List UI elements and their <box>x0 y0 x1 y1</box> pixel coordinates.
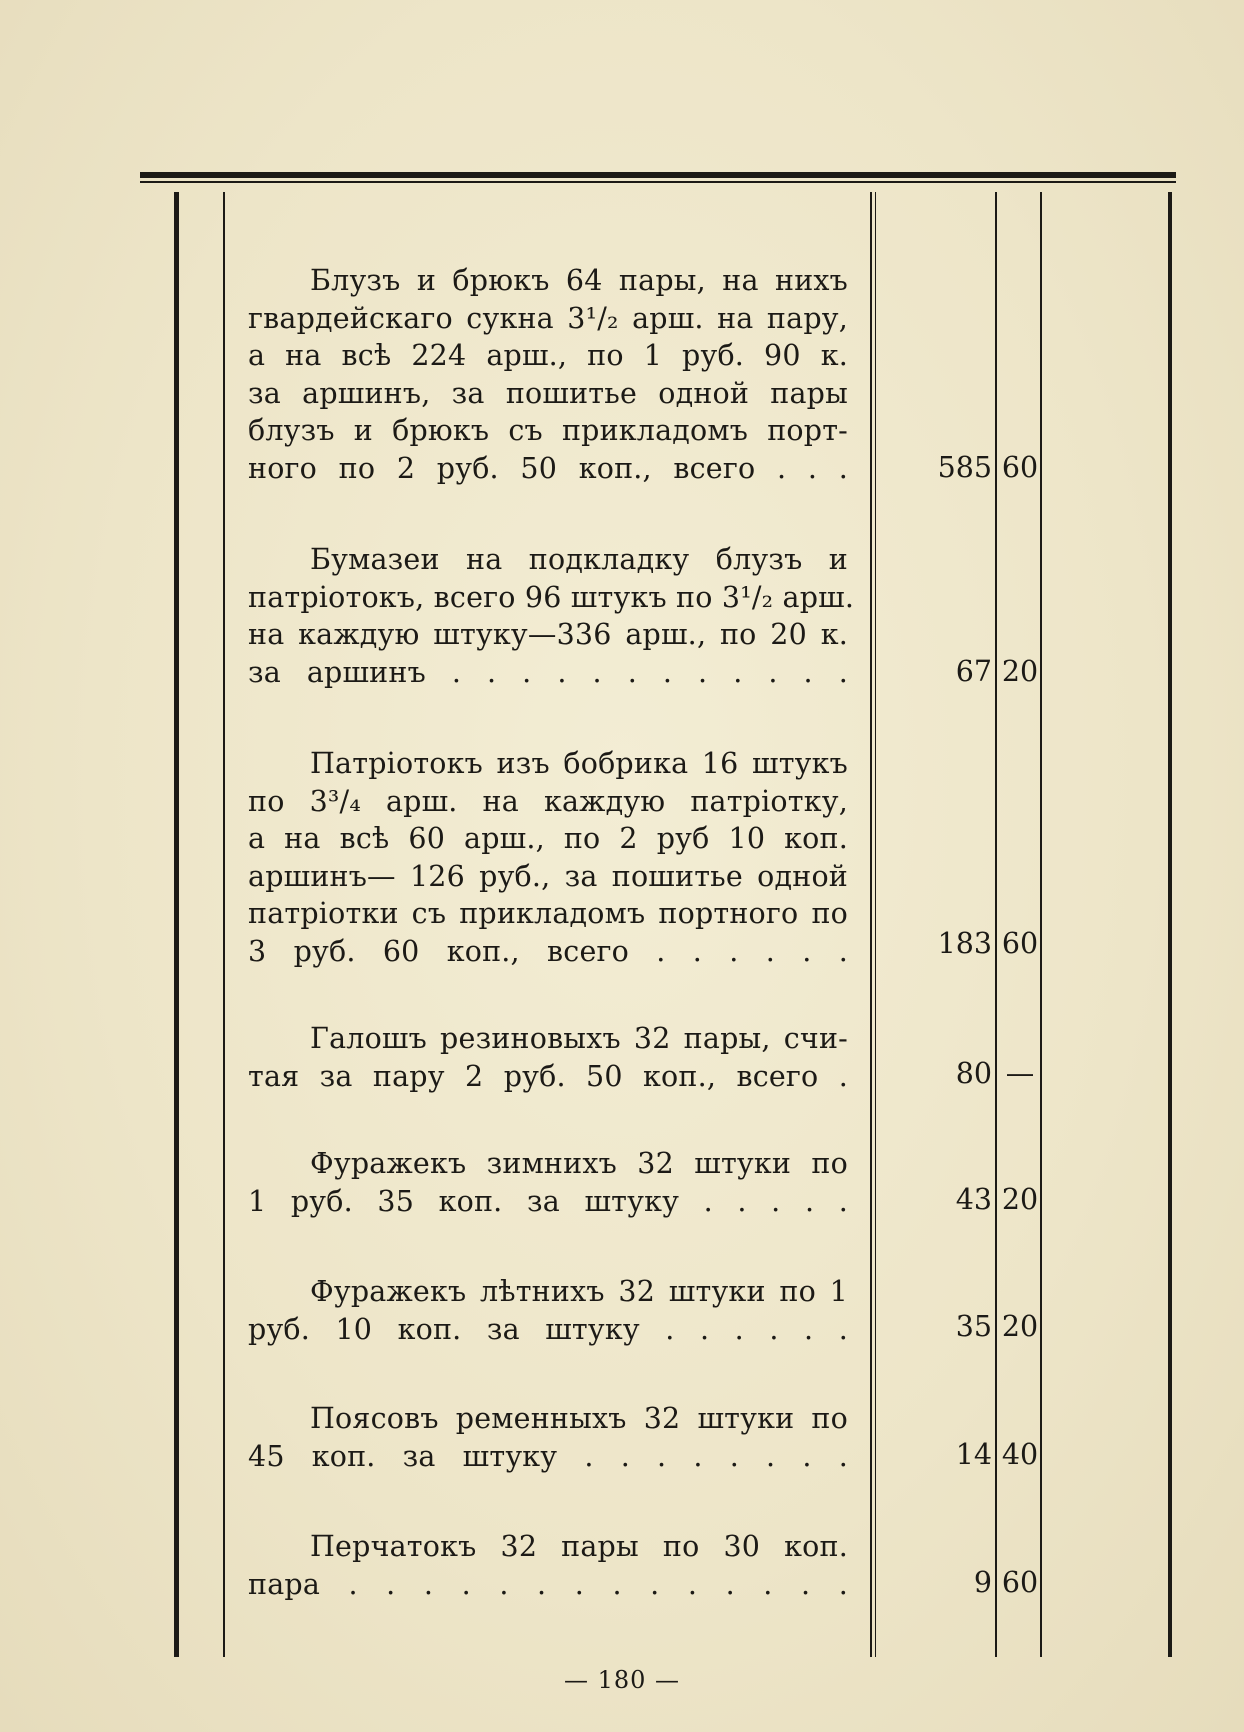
entry-line: а на всѣ 224 арш., по 1 руб. 90 к. <box>248 339 848 372</box>
amount-rubles: 14 <box>955 1438 992 1471</box>
entry-line: 3 руб. 60 коп., всего . . . . . . <box>248 934 848 968</box>
entry-line: патріотокъ, всего 96 штукъ по 3¹/₂ арш. <box>248 580 855 614</box>
amount-kopecks: 20 <box>1001 655 1039 688</box>
amount-kopecks: 40 <box>1001 1438 1039 1471</box>
amount-kopecks: 60 <box>1001 451 1039 484</box>
entry-line: Перчатокъ 32 пары по 30 коп. <box>310 1530 848 1563</box>
amount-rubles: 35 <box>955 1310 992 1343</box>
amount-kopecks: 20 <box>1001 1183 1039 1216</box>
amount-rubles: 43 <box>955 1183 992 1216</box>
entry-line: аршинъ— 126 руб., за пошитье одной <box>248 859 848 893</box>
kopeck-right-divider <box>1040 192 1042 1657</box>
amount-kopecks: 60 <box>1001 1566 1039 1599</box>
entry-line: за аршинъ . . . . . . . . . . . . <box>248 655 848 689</box>
amount-rubles: 67 <box>955 655 992 688</box>
left-border-thick <box>174 192 179 1657</box>
entry-line: пара . . . . . . . . . . . . . . <box>248 1567 848 1601</box>
entry-line: руб. 10 коп. за штуку . . . . . . <box>248 1312 848 1346</box>
amount-kopecks: 60 <box>1001 927 1039 960</box>
entry-line: гвардейскаго сукна 3¹/₂ арш. на пару, <box>248 301 848 335</box>
amount-rubles: 183 <box>937 927 992 960</box>
top-rule-thick <box>140 172 1176 178</box>
amount-kopecks: 20 <box>1001 1310 1039 1343</box>
entry-line: блузъ и брюкъ съ прикладомъ порт- <box>248 414 848 447</box>
entry-line: по 3³/₄ арш. на каждую патріотку, <box>248 784 848 818</box>
amount-rubles: 585 <box>937 451 992 484</box>
entry-line: тая за пару 2 руб. 50 коп., всего . <box>248 1059 848 1093</box>
entry-line: Фуражекъ лѣтнихъ 32 штуки по 1 <box>310 1275 848 1308</box>
amount-kopecks: — <box>1005 1057 1035 1090</box>
right-border-thick <box>1168 192 1172 1657</box>
entry-line: а на всѣ 60 арш., по 2 руб 10 коп. <box>248 822 848 855</box>
amount-rubles: 80 <box>955 1057 992 1090</box>
page-number: — 180 — <box>563 1666 681 1694</box>
entry-line: ного по 2 руб. 50 коп., всего . . . <box>248 451 848 485</box>
amount-rubles: 9 <box>973 1566 992 1599</box>
entry-line: Галошъ резиновыхъ 32 пары, счи- <box>310 1022 848 1055</box>
entry-line: патріотки съ прикладомъ портного по <box>248 897 848 930</box>
entry-line: Бумазеи на подкладку блузъ и <box>310 543 848 576</box>
entry-line: за аршинъ, за пошитье одной пары <box>248 376 848 410</box>
entry-line: Фуражекъ зимнихъ 32 штуки по <box>310 1147 848 1180</box>
entry-line: Патріотокъ изъ бобрика 16 штукъ <box>310 747 848 780</box>
entry-line: 45 коп. за штуку . . . . . . . . <box>248 1439 848 1473</box>
entry-line: Поясовъ ременныхъ 32 штуки по <box>310 1402 848 1435</box>
entry-line: Блузъ и брюкъ 64 пары, на нихъ <box>310 264 848 297</box>
entry-line: на каждую штуку—336 арш., по 20 к. <box>248 618 848 651</box>
left-border-thin <box>223 192 225 1657</box>
top-rule-thin <box>140 181 1176 183</box>
kopeck-divider <box>995 192 997 1657</box>
entry-line: 1 руб. 35 коп. за штуку . . . . . <box>248 1184 848 1218</box>
